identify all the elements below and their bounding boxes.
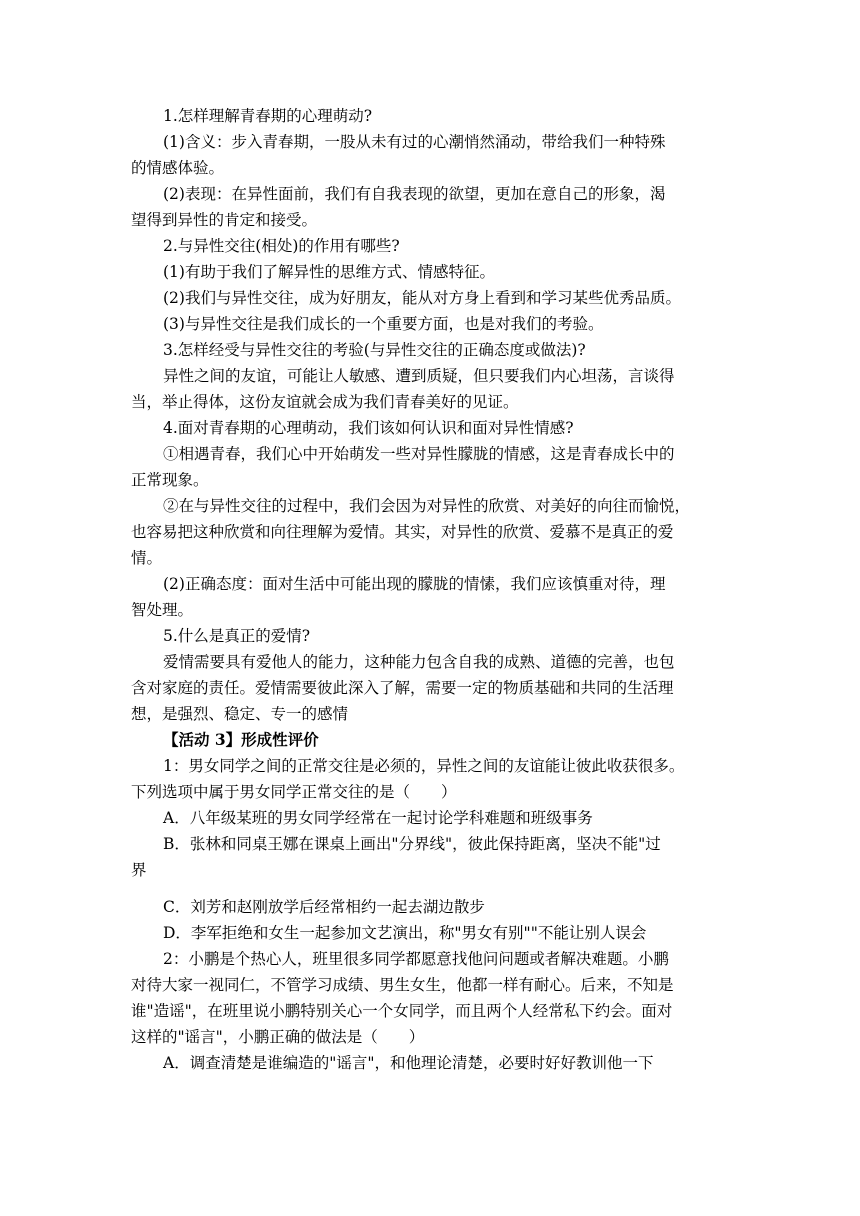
paragraph-line: (2)表现：在异性面前，我们有自我表现的欲望，更加在意自己的形象，渴 bbox=[163, 185, 666, 203]
paragraph-line: 望得到异性的肯定和接受。 bbox=[131, 211, 318, 229]
exercise-1-option-b: B．张林和同桌王娜在课桌上画出"分界线"，彼此保持距离，坚决不能"过 bbox=[163, 835, 661, 853]
exercise-1-stem: 下列选项中属于男女同学正常交往的是（ ） bbox=[131, 783, 457, 801]
question-5-heading: 5.什么是真正的爱情? bbox=[163, 627, 311, 645]
exercise-2-stem: 这样的"谣言"，小鹏正确的做法是（ ） bbox=[131, 1028, 425, 1046]
paragraph-line: 爱情需要具有爱他人的能力，这种能力包含自我的成熟、道德的完善，也包 bbox=[163, 653, 675, 671]
exercise-1-stem: 1：男女同学之间的正常交往是必须的，异性之间的友谊能让彼此收获很多。 bbox=[163, 757, 685, 775]
paragraph-line: (2)我们与异性交往，成为好朋友，能从对方身上看到和学习某些优秀品质。 bbox=[163, 289, 681, 307]
exercise-2-stem: 对待大家一视同仁，不管学习成绩、男生女生，他都一样有耐心。后来，不知是 bbox=[131, 976, 674, 994]
paragraph-line: (3)与异性交往是我们成长的一个重要方面，也是对我们的考验。 bbox=[163, 315, 604, 333]
paragraph-line: 也容易把这种欣赏和向往理解为爱情。其实，对异性的欣赏、爱慕不是真正的爱 bbox=[131, 523, 674, 541]
paragraph-line: (1)有助于我们了解异性的思维方式、情感特征。 bbox=[163, 263, 495, 281]
paragraph-line: 想，是强烈、稳定、专一的感情 bbox=[131, 705, 349, 723]
paragraph-line: ①相遇青春，我们心中开始萌发一些对异性朦胧的情感，这是青春成长中的 bbox=[163, 445, 675, 463]
paragraph-line: (1)含义：步入青春期，一股从未有过的心潮悄然涌动，带给我们一种特殊 bbox=[163, 133, 666, 151]
activity-3-heading: 【活动 3】形成性评价 bbox=[163, 730, 319, 749]
paragraph-line: 智处理。 bbox=[131, 601, 194, 619]
exercise-1-option-d: D．李军拒绝和女生一起参加文艺演出，称"男女有别""不能让别人误会 bbox=[163, 924, 647, 942]
exercise-2-option-a: A．调查清楚是谁编造的"谣言"，和他理论清楚，必要时好好教训他一下 bbox=[163, 1054, 654, 1072]
exercise-1-option-b: 界 bbox=[131, 861, 147, 879]
document-page bbox=[131, 103, 731, 1076]
paragraph-line: 的情感体验。 bbox=[131, 159, 225, 177]
paragraph-line: 情。 bbox=[131, 549, 163, 567]
exercise-2-stem: 谁"造谣"，在班里说小鹏特别关心一个女同学，而且两个人经常私下约会。面对 bbox=[131, 1002, 673, 1020]
question-1-heading: 1.怎样理解青春期的心理萌动? bbox=[163, 107, 373, 125]
paragraph-line: 当，举止得体，这份友谊就会成为我们青春美好的见证。 bbox=[131, 393, 519, 411]
exercise-1-option-a: A．八年级某班的男女同学经常在一起讨论学科难题和班级事务 bbox=[163, 809, 593, 827]
paragraph-line: 异性之间的友谊，可能让人敏感、遭到质疑，但只要我们内心坦荡，言谈得 bbox=[163, 367, 675, 385]
exercise-1-option-c: C．刘芳和赵刚放学后经常相约一起去湖边散步 bbox=[163, 898, 485, 916]
paragraph-line: 正常现象。 bbox=[131, 471, 209, 489]
question-4-heading: 4.面对青春期的心理萌动，我们该如何认识和面对异性情感? bbox=[163, 419, 574, 437]
paragraph-line: ②在与异性交往的过程中，我们会因为对异性的欣赏、对美好的向往而愉悦， bbox=[163, 497, 691, 515]
exercise-2-stem: 2：小鹏是个热心人，班里很多同学都愿意找他问问题或者解决难题。小鹏 bbox=[163, 950, 669, 968]
paragraph-line: (2)正确态度：面对生活中可能出现的朦胧的情愫，我们应该慎重对待，理 bbox=[163, 575, 666, 593]
question-3-heading: 3.怎样经受与异性交往的考验(与异性交往的正确态度或做法)? bbox=[163, 341, 586, 359]
question-2-heading: 2.与异性交往(相处)的作用有哪些? bbox=[163, 237, 400, 255]
paragraph-line: 含对家庭的责任。爱情需要彼此深入了解，需要一定的物质基础和共同的生活理 bbox=[131, 679, 674, 697]
